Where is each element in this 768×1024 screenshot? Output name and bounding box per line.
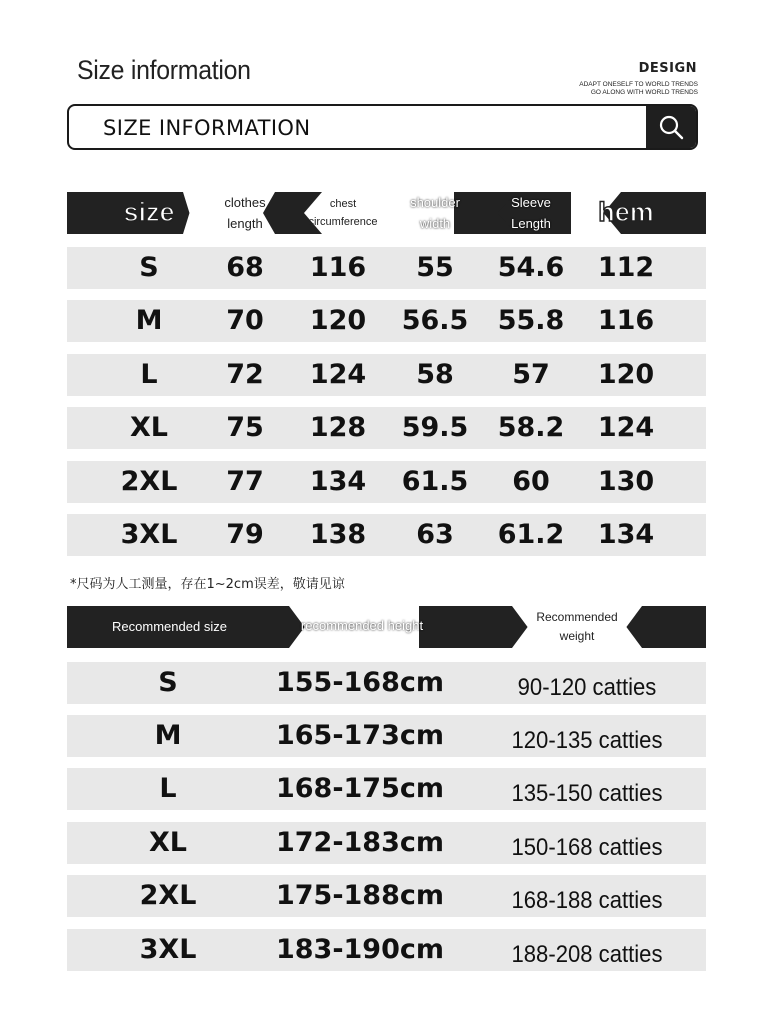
table-row [67, 407, 706, 449]
header-sleeve-line-1: Sleeve [511, 195, 551, 210]
table-row [67, 875, 706, 917]
cell-size: XL [129, 412, 169, 443]
cell-sleeve: 57 [512, 359, 550, 390]
tagline-line-2: GO ALONG WITH WORLD TRENDS [590, 89, 698, 96]
cell-height: 183-190cm [275, 934, 445, 965]
header-chest-circumference [295, 195, 391, 231]
cell-hem: 120 [597, 359, 655, 390]
header-shoulder-line-1: shoulder [410, 195, 460, 210]
header-chest-line-1: chest [329, 198, 357, 210]
cell-shoulder: 56.5 [401, 305, 469, 336]
header-sleeve-line-2: Length [511, 216, 551, 231]
table-row [67, 929, 706, 971]
header-hem: hem [598, 197, 654, 227]
table-row [67, 822, 706, 864]
header-clothes-length [203, 192, 287, 234]
header-clothes-length-line-1: clothes [224, 195, 266, 210]
search-bar[interactable] [67, 104, 698, 150]
header-clothes-length-line-2: length [227, 216, 263, 231]
table-row [67, 662, 706, 704]
cell-height: 175-188cm [275, 880, 445, 911]
table-row [67, 354, 706, 396]
cell-chest: 138 [309, 519, 367, 550]
table-row [67, 247, 706, 289]
header-size: size [123, 197, 175, 227]
cell-chest: 124 [309, 359, 367, 390]
cell-shoulder: 63 [416, 519, 454, 550]
cell-weight: 120-135 catties [511, 727, 663, 754]
cell-size: M [135, 305, 163, 336]
header-chest-line-2: circumference [308, 216, 378, 228]
header-weight-line-1: Recommended [536, 610, 618, 624]
table-row [67, 300, 706, 342]
cell-size: L [140, 359, 158, 390]
cell-shoulder: 59.5 [401, 412, 469, 443]
cell-chest: 128 [309, 412, 367, 443]
cell-size: 3XL [139, 934, 197, 965]
tagline-line-1: ADAPT ONESELF TO WORLD TRENDS [579, 81, 698, 88]
cell-hem: 112 [597, 252, 655, 283]
header-weight-line-2: weight [559, 629, 595, 643]
table-row [67, 461, 706, 503]
cell-shoulder: 61.5 [401, 466, 469, 497]
cell-sleeve: 61.2 [497, 519, 565, 550]
search-icon [658, 114, 684, 140]
header-recommended-size: Recommended size [112, 619, 227, 634]
cell-clothes-length: 77 [226, 466, 264, 497]
cell-clothes-length: 68 [226, 252, 264, 283]
size-table-header [67, 192, 706, 234]
cell-height: 155-168cm [275, 667, 445, 698]
brand-label: DESIGN [638, 61, 697, 76]
header-sleeve-length [489, 192, 573, 234]
cell-hem: 134 [597, 519, 655, 550]
cell-sleeve: 58.2 [497, 412, 565, 443]
cell-clothes-length: 79 [226, 519, 264, 550]
header-shoulder-line-2: width [419, 216, 451, 231]
cell-size: 2XL [139, 880, 197, 911]
cell-clothes-length: 75 [226, 412, 264, 443]
cell-size: S [158, 667, 178, 698]
cell-sleeve: 55.8 [497, 305, 565, 336]
cell-hem: 130 [597, 466, 655, 497]
table-row [67, 768, 706, 810]
search-button[interactable] [646, 106, 696, 148]
cell-hem: 116 [597, 305, 655, 336]
cell-shoulder: 58 [416, 359, 454, 390]
cell-chest: 116 [309, 252, 367, 283]
cell-size: XL [148, 827, 188, 858]
cell-size: M [154, 720, 182, 751]
cell-size: 2XL [120, 466, 178, 497]
table-row [67, 715, 706, 757]
cell-size: S [139, 252, 159, 283]
cell-weight: 90-120 catties [517, 674, 657, 701]
cell-size: L [159, 773, 177, 804]
cell-sleeve: 60 [512, 466, 550, 497]
cell-height: 172-183cm [275, 827, 445, 858]
header-recommended-weight [512, 608, 642, 646]
recommend-table-header [67, 606, 706, 648]
search-label: SIZE INFORMATION [103, 116, 311, 140]
cell-weight: 150-168 catties [511, 834, 663, 861]
cell-chest: 134 [309, 466, 367, 497]
header-recommended-height: recommended height [300, 618, 424, 633]
cell-height: 168-175cm [275, 773, 445, 804]
cell-sleeve: 54.6 [497, 252, 565, 283]
cell-weight: 135-150 catties [511, 780, 663, 807]
table-row [67, 514, 706, 556]
cell-chest: 120 [309, 305, 367, 336]
header-shoulder-width [393, 192, 477, 234]
measurement-note: *尺码为人工测量，存在1~2cm误差，敬请见谅 [70, 577, 345, 592]
cell-weight: 188-208 catties [511, 941, 663, 968]
brand-tagline [579, 81, 698, 97]
cell-hem: 124 [597, 412, 655, 443]
page-title: Size information [77, 55, 251, 85]
cell-weight: 168-188 catties [511, 887, 663, 914]
cell-shoulder: 55 [416, 252, 454, 283]
cell-clothes-length: 72 [226, 359, 264, 390]
cell-height: 165-173cm [275, 720, 445, 751]
cell-clothes-length: 70 [226, 305, 264, 336]
cell-size: 3XL [120, 519, 178, 550]
